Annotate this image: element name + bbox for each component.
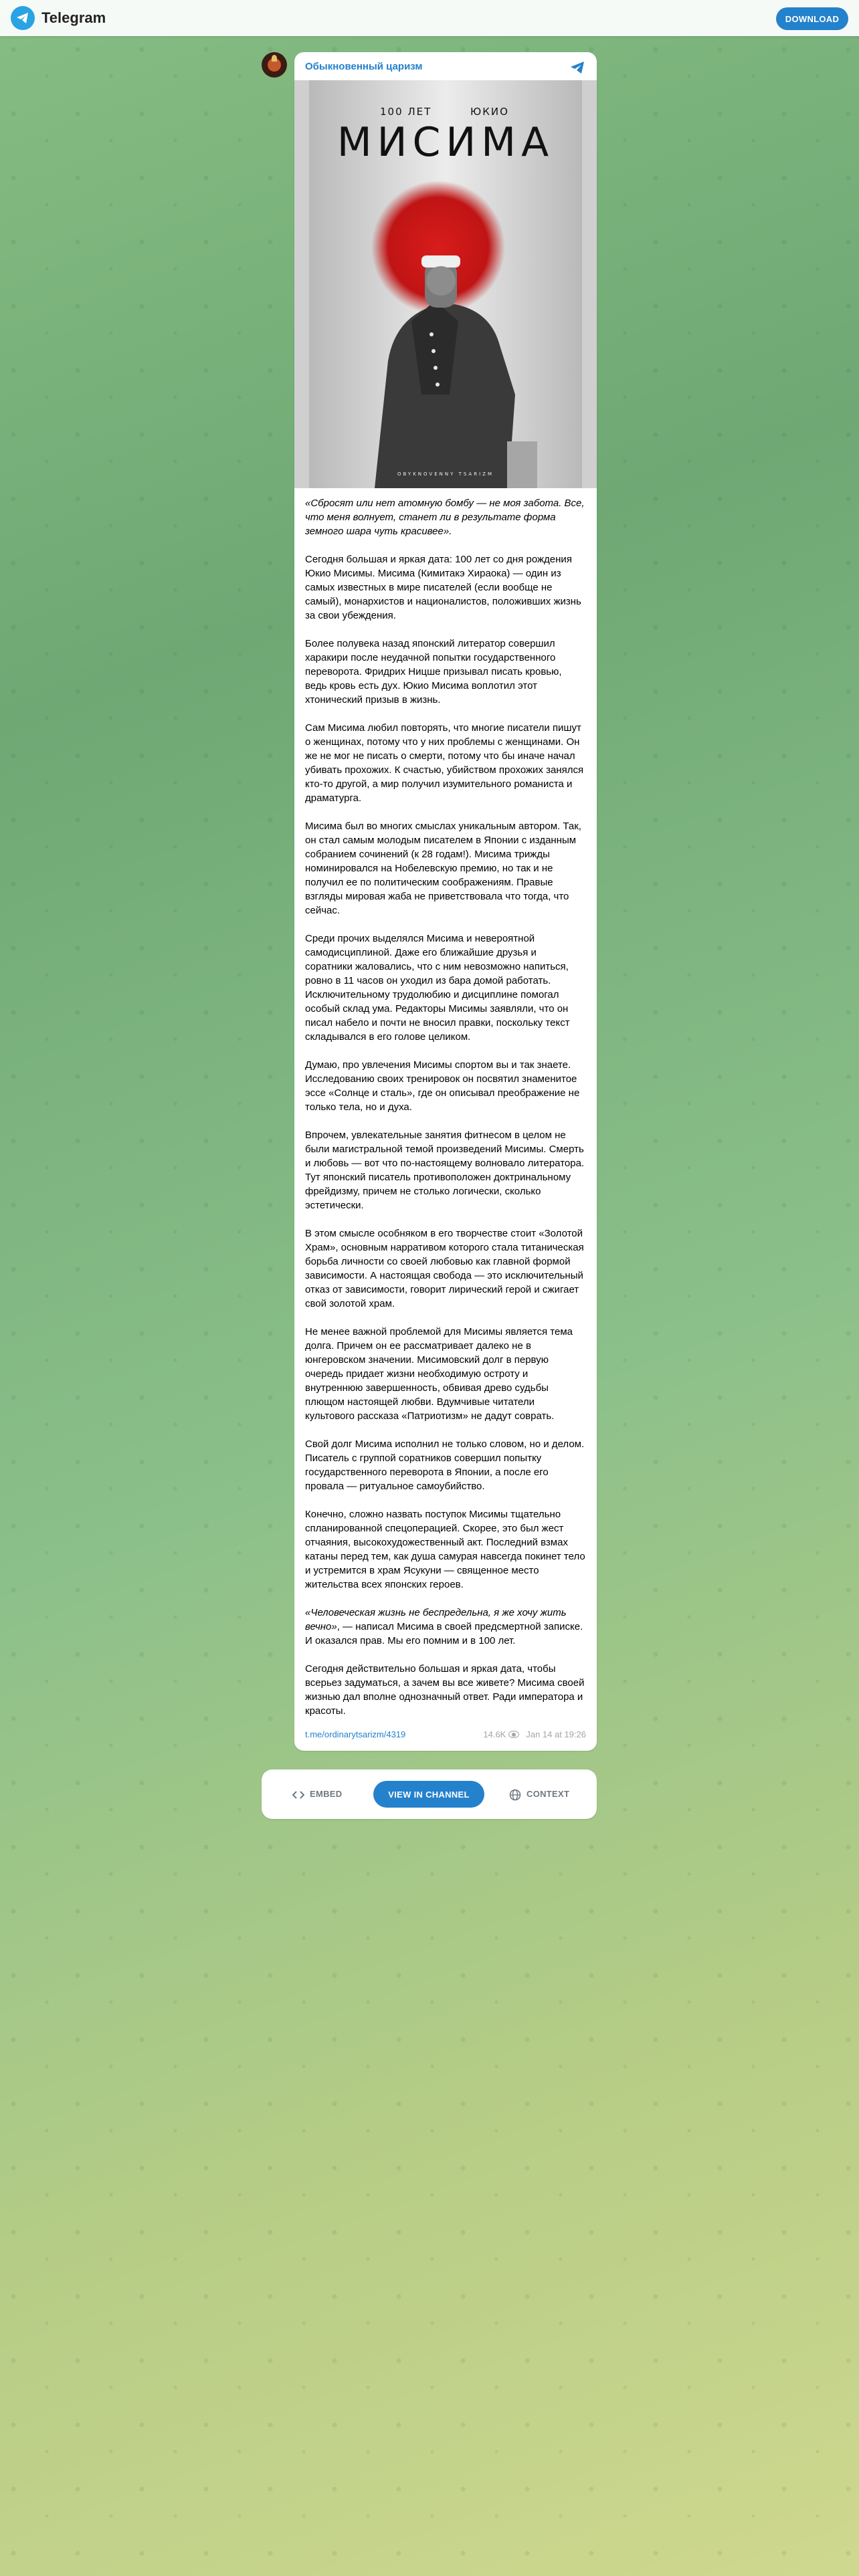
post-paragraph xyxy=(305,637,586,707)
paragraph-text: Сам Мисима любил повторять, что многие писатели пишут о женщинах, потому что у них проблемы с женщинами. Он же не мог не писать о смерти, потому что бы иначе начал убивать прохожих. К счастью, убийством прохожих занялся кто-то другой, а мир получил изумительного романиста и драматурга. xyxy=(305,722,584,804)
embed-label: EMBED xyxy=(310,1789,343,1799)
paragraph-text: , — написал Мисима в своей предсмертной записке. И оказался прав. Мы его помним и в 100 лет. xyxy=(305,1621,583,1646)
post-link[interactable]: t.me/ordinarytsarizm/4319 xyxy=(305,1729,406,1739)
post-paragraph xyxy=(305,932,586,1044)
view-in-channel-button[interactable]: VIEW IN CHANNEL xyxy=(373,1781,484,1808)
code-icon xyxy=(292,1791,304,1799)
paragraph-text: В этом смысле особняком в его творчестве стоит «Золотой Храм», основным нарративом которого стала титаническая борьба личности со своей любовью как главной формой зависимости. А настоящая свобода — это исключительный отказ от зависимости, говорит лирический герой и сжигает свой золотой храм. xyxy=(305,1228,584,1309)
paragraph-text: Думаю, про увлечения Мисимы спортом вы и так знаете. Исследованию своих тренировок он посвятил знаменитое эссе «Солнце и сталь», где он описывал преображение не только тела, но и духа. xyxy=(305,1059,580,1113)
paragraph-text: Не менее важной проблемой для Мисимы является тема долга. Причем он ее рассматривает далеко не в юнгеровском значении. Мисимовский долг в первую очередь придает жизни необходимую остроту и внутреннюю завершенность, обвивая древо судьбы плющом настоящей любви. Вдумчивые читатели культового рассказа «Патриотизм» не дадут соврать. xyxy=(305,1326,573,1422)
channel-name-link[interactable]: Обыкновенный царизм xyxy=(305,61,423,72)
post-paragraph xyxy=(305,1437,586,1493)
globe-icon xyxy=(509,1789,521,1801)
paragraph-text: Среди прочих выделялся Мисима и невероятной самодисциплиной. Даже его ближайшие друзья и соратники жаловались, что с ним невозможно напиться, ровно в 11 часов он уходил из бара домой работать. Исключительному трудолюбию и дисциплине помогал особый склад ума. Редакторы Мисимы заявляли, что он писал набело и почти не вносил правки, поскольку текст складывался в его голове целиком. xyxy=(305,933,570,1043)
eye-icon xyxy=(508,1731,519,1738)
post-photo[interactable] xyxy=(294,80,597,488)
share-icon[interactable] xyxy=(569,59,586,76)
post-text xyxy=(305,496,586,1732)
embed-button[interactable] xyxy=(292,1782,342,1806)
top-bar xyxy=(0,0,859,36)
paragraph-text: Более полувека назад японский литератор совершил харакири после неудачной попытки государственного переворота. Фридрих Ницше призывал писать кровью, ведь кровь есть дух. Юкио Мисима воплотил этот хтонический призыв в жизнь. xyxy=(305,638,562,706)
poster-caption: OBYKNOVENNY TSARIZM xyxy=(397,471,494,477)
download-button[interactable]: DOWNLOAD xyxy=(776,7,848,30)
poster-top-right: ЮКИО xyxy=(470,106,509,118)
poster-top-left: 100 ЛЕТ xyxy=(380,106,432,118)
paragraph-text: Сегодня действительно большая и яркая дата, чтобы всерьез задуматься, а зачем вы все живете? Мисима своей жизнью дал вполне однозначный ответ. Ради императора и красоты. xyxy=(305,1663,585,1717)
post-paragraph xyxy=(305,721,586,805)
post-paragraph xyxy=(305,1662,586,1718)
telegram-logo-icon[interactable] xyxy=(11,6,35,30)
post-date[interactable]: Jan 14 at 19:26 xyxy=(526,1729,586,1739)
channel-avatar[interactable] xyxy=(262,52,287,78)
views-count: 14.6K xyxy=(483,1729,506,1739)
italic-quote: «Человеческая жизнь не беспредельна, я же хочу жить вечно» xyxy=(305,1607,567,1632)
context-label: CONTEXT xyxy=(527,1789,570,1799)
post-paragraph xyxy=(305,1507,586,1592)
post-meta xyxy=(483,1729,586,1739)
post-footer xyxy=(305,1729,586,1743)
message-card xyxy=(294,52,597,1751)
post-paragraph xyxy=(305,1058,586,1114)
post-paragraph xyxy=(305,552,586,623)
paragraph-text: Впрочем, увлекательные занятия фитнесом в целом не были магистральной темой произведений Мисимы. Смерть и любовь — вот что по-настоящему волновало литератора. Тут японский писатель противоположен доктринальному фрейдизму, причем не столько логически, сколько эстетически. xyxy=(305,1130,585,1211)
poster-title: МИСИМА xyxy=(337,119,555,166)
italic-quote: «Сбросят или нет атомную бомбу — не моя забота. Все, что меня волнует, станет ли в результате форма земного шара чуть красивее». xyxy=(305,498,585,537)
paragraph-text: Конечно, сложно назвать поступок Мисимы тщательно спланированной спецоперацией. Скорее, это был жест отчаяния, высокохудожественный акт. Последний взмах катаны перед тем, как душа самурая навсегда покинет тело и устремится в храм Ясукуни — священное место жительства всех японских героев. xyxy=(305,1509,585,1590)
post-paragraph xyxy=(305,1325,586,1423)
paragraph-text: Мисима был во многих смыслах уникальным автором. Так, он стал самым молодым писателем в Японии с изданным собранием сочинений (к 28 годам!). Мисима трижды номинировался на Нобелевскую премию, но так и не получил ее по политическим соображениям. Правые взгляды мировая жаба не приветствовала что тогда, что сейчас. xyxy=(305,821,581,916)
action-bar xyxy=(262,1769,597,1819)
context-button[interactable] xyxy=(509,1782,569,1806)
post-paragraph xyxy=(305,1606,586,1648)
post-paragraph xyxy=(305,1226,586,1311)
paragraph-text: Свой долг Мисима исполнил не только словом, но и делом. Писатель с группой соратников совершил попытку государственного переворота в Японии, а после его провала — ритуальное самоубийство. xyxy=(305,1438,585,1492)
post-paragraph xyxy=(305,1128,586,1212)
post-paragraph xyxy=(305,496,586,538)
brand-name[interactable]: Telegram xyxy=(41,9,106,26)
post-paragraph xyxy=(305,819,586,918)
paragraph-text: Сегодня большая и яркая дата: 100 лет со дня рождения Юкио Мисимы. Мисима (Кимитакэ Хираока) — один из самых известных в мире писателей (если вообще не самый), монархистов и националистов, положивших жизнь за свои убеждения. xyxy=(305,554,581,621)
